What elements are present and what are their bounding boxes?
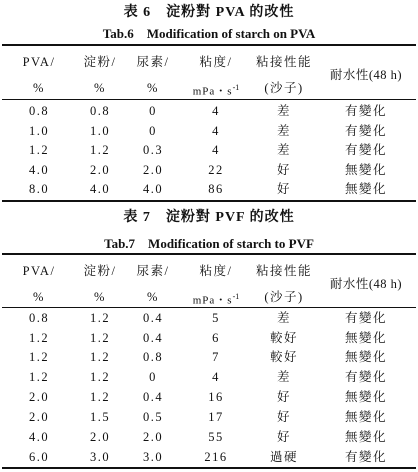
table7-cell-water-resistance: 無變化: [344, 410, 387, 424]
table6-cell-viscosity: 4: [212, 124, 220, 138]
table6-cell-pva: 1.0: [28, 124, 50, 138]
table6-cell-adhesion: 差: [276, 104, 291, 118]
table6-top-rule: [2, 44, 416, 46]
table7-cell-urea: 0.8: [142, 350, 164, 364]
table7-header-viscosity-unit: mPa・$s^{-1}$: [192, 292, 240, 307]
table6-header-starch: 淀粉/: [83, 55, 117, 69]
table7-header-pva: PVA/: [22, 264, 56, 278]
table6-cell-adhesion: 差: [276, 143, 291, 157]
table7-cell-adhesion: 較好: [269, 331, 298, 345]
table7-header-adhesion: 粘接性能: [255, 264, 312, 278]
table7-cell-starch: 1.2: [89, 370, 111, 384]
table6-cell-water-resistance: 有變化: [344, 143, 387, 157]
table6-cell-starch: 1.2: [89, 143, 111, 157]
table6-cell-pva: 1.2: [28, 143, 50, 157]
table6-header-pva-unit: %: [33, 81, 45, 95]
table7-cell-starch: 2.0: [89, 430, 111, 444]
table6-cell-viscosity: 86: [208, 182, 224, 196]
table6-header-adhesion: 粘接性能: [255, 55, 312, 69]
table7-cell-viscosity: 55: [208, 430, 224, 444]
table7-cell-pva: 2.0: [28, 390, 50, 404]
table7-header-pva-unit: %: [33, 290, 45, 304]
table6-cell-water-resistance: 有變化: [344, 124, 387, 138]
table7-cell-pva: 6.0: [28, 450, 50, 464]
table7-cell-water-resistance: 無變化: [344, 350, 387, 364]
table7-cell-pva: 1.2: [28, 370, 50, 384]
table7-cell-water-resistance: 無變化: [344, 331, 387, 345]
table7-cell-viscosity: 7: [212, 350, 220, 364]
table7-cell-pva: 0.8: [28, 311, 50, 325]
table6-cell-urea: 0: [149, 104, 157, 118]
table7-cell-water-resistance: 有變化: [344, 311, 387, 325]
table7-cell-viscosity: 5: [212, 311, 220, 325]
table6-cell-pva: 0.8: [28, 104, 50, 118]
table6-cell-urea: 0.3: [142, 143, 164, 157]
table7-cell-viscosity: 16: [208, 390, 224, 404]
table7-cell-starch: 1.2: [89, 350, 111, 364]
table6-cell-pva: 4.0: [28, 163, 50, 177]
table7-cell-starch: 1.2: [89, 311, 111, 325]
table6-cell-starch: 0.8: [89, 104, 111, 118]
table7-cell-adhesion: 好: [276, 430, 291, 444]
table7-bottom-rule: [2, 467, 416, 469]
table7-cell-pva: 4.0: [28, 430, 50, 444]
table7-cell-viscosity: 17: [208, 410, 224, 424]
table7-header-starch: 淀粉/: [83, 264, 117, 278]
table6-header-viscosity-unit: mPa・$s^{-1}$: [192, 83, 240, 98]
table7-cell-adhesion: 較好: [269, 350, 298, 364]
table6-header-viscosity: 粘度/: [199, 55, 233, 69]
table7-cell-urea: 0.4: [142, 311, 164, 325]
table6-title-cn: 表 6 淀粉對 PVA 的改性: [123, 5, 295, 20]
table7-cell-adhesion: 好: [276, 410, 291, 424]
table6-cell-viscosity: 22: [208, 163, 224, 177]
table7-cell-adhesion: 差: [276, 370, 291, 384]
table7-header-adhesion-sand: (沙子): [264, 290, 304, 304]
table7-cell-viscosity: 6: [212, 331, 220, 345]
table7-cell-water-resistance: 無變化: [344, 430, 387, 444]
table7-header-urea-unit: %: [147, 290, 159, 304]
table6-bottom-rule: [2, 200, 416, 202]
table6-cell-water-resistance: 有變化: [344, 104, 387, 118]
table7-header-starch-unit: %: [94, 290, 106, 304]
table7-cell-viscosity: 4: [212, 370, 220, 384]
table6-cell-adhesion: 差: [276, 124, 291, 138]
table7-header-urea: 尿素/: [136, 264, 170, 278]
table6-cell-urea: 4.0: [142, 182, 164, 196]
table7-cell-adhesion: 好: [276, 390, 291, 404]
table7-cell-starch: 3.0: [89, 450, 111, 464]
table6-cell-starch: 4.0: [89, 182, 111, 196]
table6-title-en: Tab.6 Modification of starch on PVA: [102, 26, 316, 41]
table6-cell-starch: 1.0: [89, 124, 111, 138]
table7-title-cn: 表 7 淀粉對 PVF 的改性: [123, 210, 295, 225]
table7-cell-starch: 1.2: [89, 331, 111, 345]
table6-cell-urea: 0: [149, 124, 157, 138]
table7-cell-water-resistance: 有變化: [344, 450, 387, 464]
table7-cell-starch: 1.2: [89, 390, 111, 404]
table7-header-viscosity: 粘度/: [199, 264, 233, 278]
table6-header-rule: [2, 99, 416, 100]
table6-cell-viscosity: 4: [212, 143, 220, 157]
table7-cell-adhesion: 過硬: [269, 450, 298, 464]
table7-cell-urea: 2.0: [142, 430, 164, 444]
table6-cell-water-resistance: 無變化: [344, 163, 387, 177]
table7-cell-pva: 1.2: [28, 331, 50, 345]
table7-top-rule: [2, 253, 416, 255]
table6-header-urea-unit: %: [147, 81, 159, 95]
table6-cell-starch: 2.0: [89, 163, 111, 177]
table6-cell-water-resistance: 無變化: [344, 182, 387, 196]
table7-cell-urea: 0.4: [142, 331, 164, 345]
table7-cell-urea: 0.5: [142, 410, 164, 424]
table6-cell-urea: 2.0: [142, 163, 164, 177]
table6-cell-adhesion: 好: [276, 182, 291, 196]
table7-cell-water-resistance: 有變化: [344, 370, 387, 384]
table6-cell-adhesion: 好: [276, 163, 291, 177]
table6-header-water-resistance: 耐水性(48 h): [329, 68, 403, 82]
table7-cell-adhesion: 差: [276, 311, 291, 325]
table7-cell-urea: 3.0: [142, 450, 164, 464]
table7-title-en: Tab.7 Modification of starch to PVF: [104, 236, 314, 251]
table7-cell-pva: 1.2: [28, 350, 50, 364]
table7-cell-starch: 1.5: [89, 410, 111, 424]
table7-cell-urea: 0.4: [142, 390, 164, 404]
table7-cell-urea: 0: [149, 370, 157, 384]
table7-header-rule: [2, 307, 416, 308]
table7-header-water-resistance: 耐水性(48 h): [329, 277, 403, 291]
table6-header-adhesion-sand: (沙子): [264, 81, 304, 95]
table6-cell-viscosity: 4: [212, 104, 220, 118]
table6-cell-pva: 8.0: [28, 182, 50, 196]
table6-header-pva: PVA/: [22, 55, 56, 69]
table7-cell-pva: 2.0: [28, 410, 50, 424]
table7-cell-water-resistance: 無變化: [344, 390, 387, 404]
table6-header-starch-unit: %: [94, 81, 106, 95]
table7-cell-viscosity: 216: [204, 450, 228, 464]
table6-header-urea: 尿素/: [136, 55, 170, 69]
